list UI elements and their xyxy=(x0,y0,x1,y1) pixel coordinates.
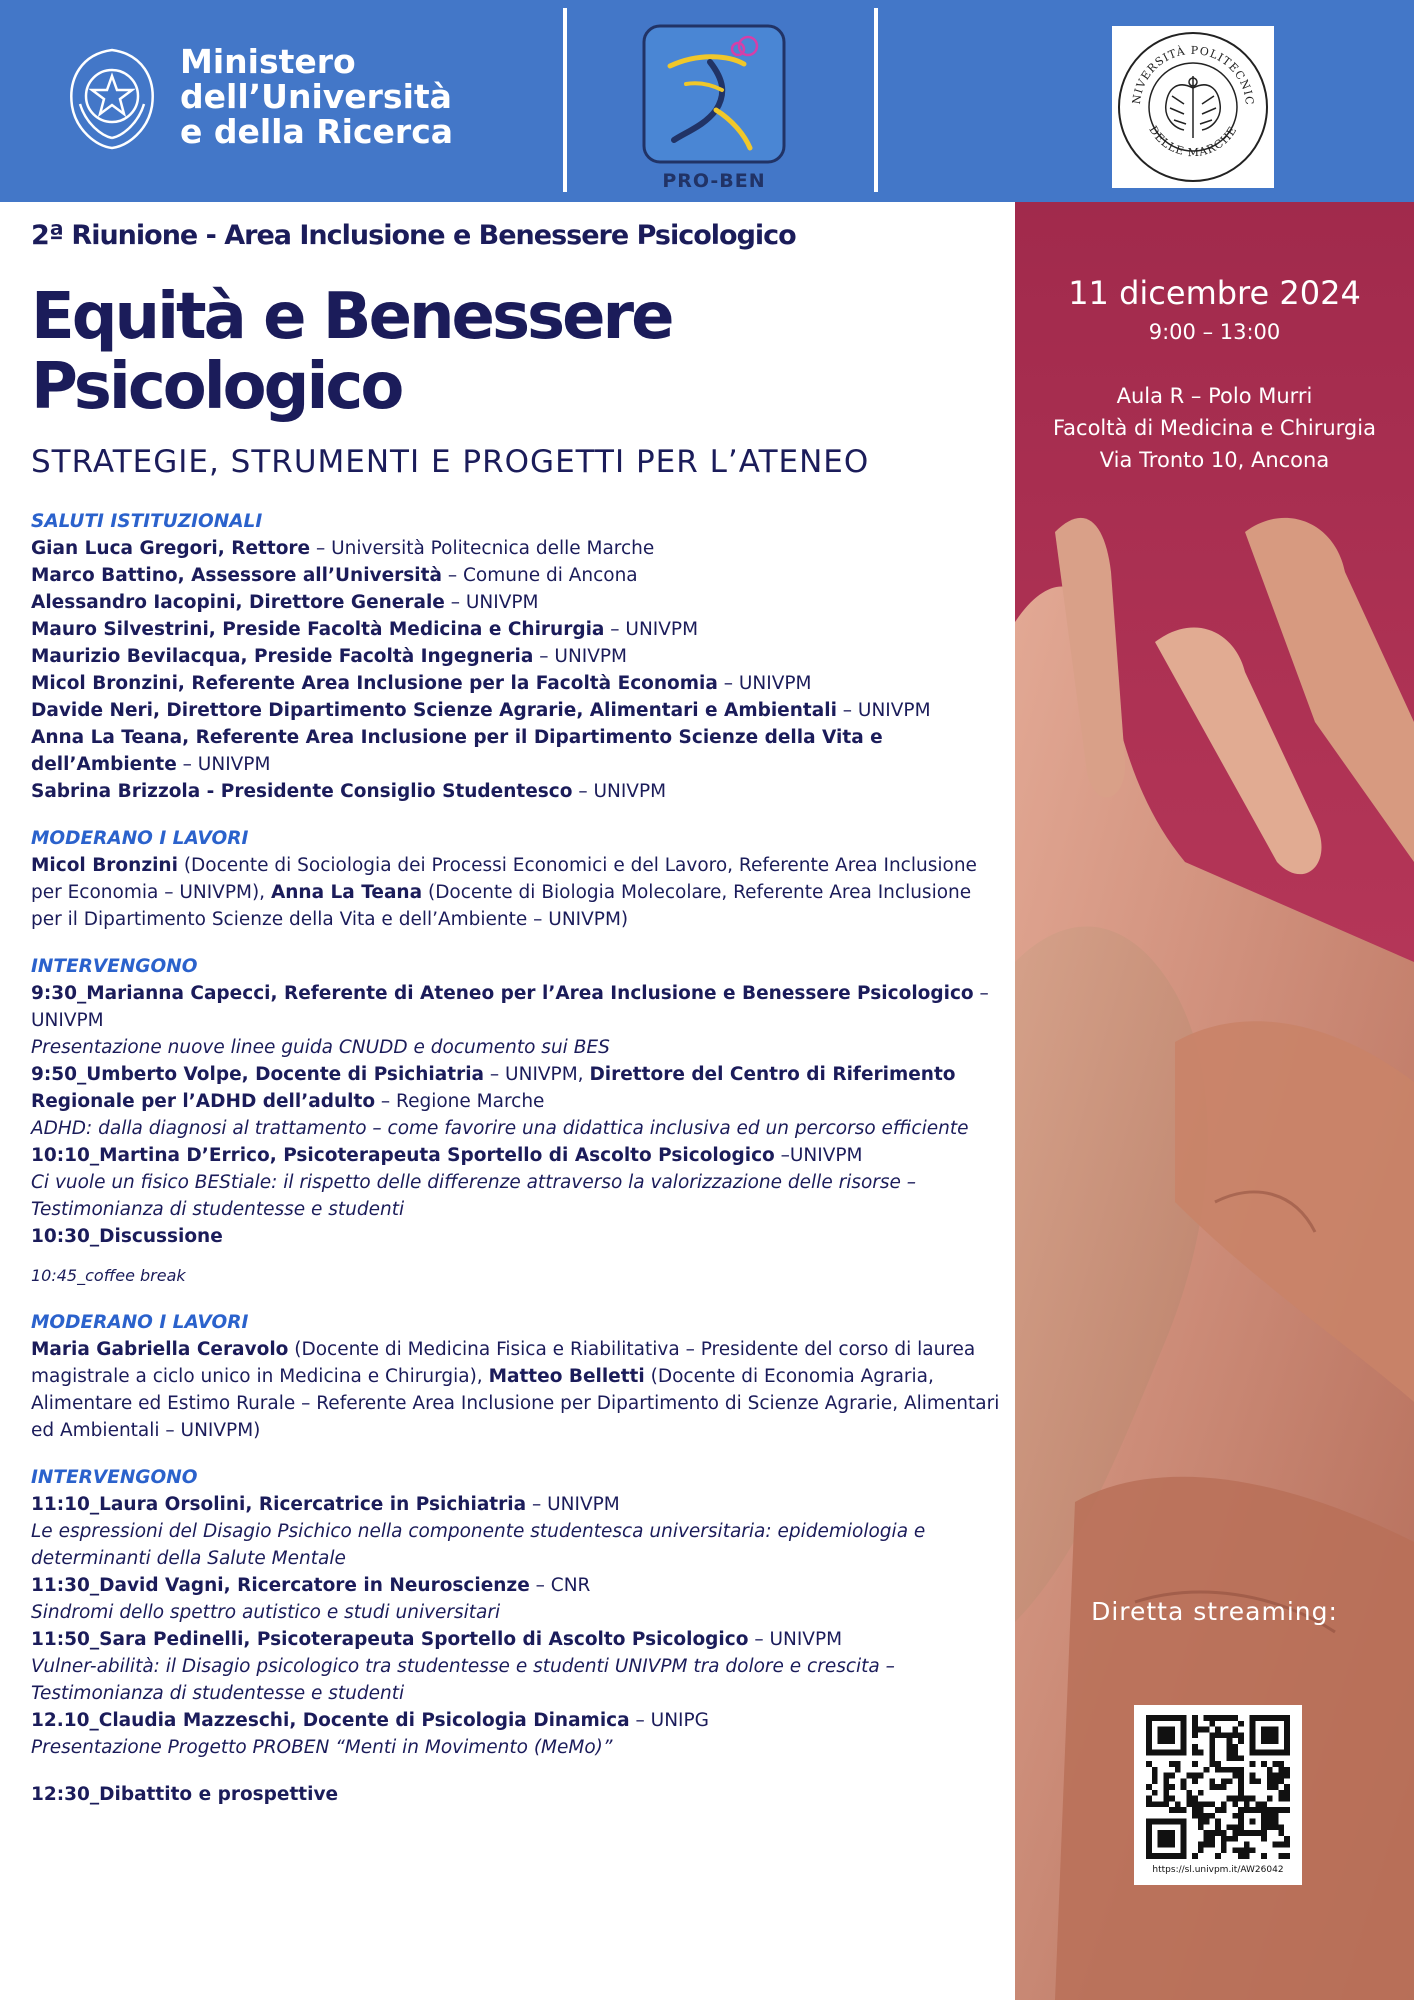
qr-code-icon xyxy=(1146,1715,1290,1859)
greeting-item: Maurizio Bevilacqua, Preside Facoltà Ingegneria – UNIVPM xyxy=(31,646,628,667)
proben-label: PRO-BEN xyxy=(662,170,766,192)
talk-topic: Ci vuole un fisico BEStiale: il rispetto delle differenze attraverso la valorizzazione delle risorse – Testimonianza di studentesse e studenti xyxy=(31,1172,917,1220)
event-time: 9:00 – 13:00 xyxy=(1148,320,1281,344)
moderators-text: Maria Gabriella Ceravolo (Docente di Medicina Fisica e Riabilitativa – Presidente del corso di laurea magistrale a ciclo unico in Medicina e Chirurgia), Matteo Belletti (Docente di Economia Agraria, Alimentare ed Estimo Rurale – Referente Area Inclusione per Dipartimento di Scienze Agrarie, Alimentari ed Ambientali – UNIVPM) xyxy=(31,1339,1000,1441)
event-strapline: STRATEGIE, STRUMENTI E PROGETTI PER L’ATENEO xyxy=(31,444,870,480)
program xyxy=(31,508,1006,1808)
talk-speaker: 9:30_Marianna Capecci, Referente di Ateneo per l’Area Inclusione e Benessere Psicologico – UNIVPM xyxy=(31,983,989,1031)
streaming-url[interactable]: https://sl.univpm.it/AW26042 xyxy=(1152,1865,1284,1875)
greeting-item: Sabrina Brizzola - Presidente Consiglio Studentesco – UNIVPM xyxy=(31,781,667,802)
proben-logo xyxy=(640,22,788,166)
section-heading: SALUTI ISTITUZIONALI xyxy=(31,511,263,532)
meeting-subtitle: 2ª Riunione - Area Inclusione e Benessere Psicologico xyxy=(31,220,796,251)
event-title xyxy=(31,282,672,422)
section-heading: INTERVENGONO xyxy=(31,956,198,977)
talk-speaker: 9:50_Umberto Volpe, Docente di Psichiatria – UNIVPM, Direttore del Centro di Riferimento Regionale per l’ADHD dell’adulto – Regione Marche xyxy=(31,1064,956,1112)
greeting-item: Davide Neri, Direttore Dipartimento Scienze Agrarie, Alimentari e Ambientali – UNIVPM xyxy=(31,700,931,721)
venue-line: Via Tronto 10, Ancona xyxy=(1099,448,1330,472)
greeting-item: Micol Bronzini, Referente Area Inclusione per la Facoltà Economia – UNIVPM xyxy=(31,673,812,694)
title-line: Psicologico xyxy=(31,350,402,424)
talk-topic: Presentazione Progetto PROBEN “Menti in Movimento (MeMo)” xyxy=(31,1737,613,1758)
talk-speaker: 11:10_Laura Orsolini, Ricercatrice in Psichiatria – UNIVPM xyxy=(31,1494,620,1515)
venue-line: Aula R – Polo Murri xyxy=(1116,384,1313,408)
talk-speaker: 10:10_Martina D’Errico, Psicoterapeuta Sportello di Ascolto Psicologico –UNIVPM xyxy=(31,1145,863,1166)
moderators-text: Micol Bronzini (Docente di Sociologia dei Processi Economici e del Lavoro, Referente Area Inclusione per Economia – UNIVPM), Anna La Teana (Docente di Biologia Molecolare, Referente Area Inclusione per il Dipartimento Scienze della Vita e dell’Ambiente – UNIVPM) xyxy=(31,855,977,930)
title-line: Equità e Benessere xyxy=(31,280,672,354)
ministry-name: Ministero dell’Università e della Ricerca xyxy=(180,42,454,151)
section-heading: MODERANO I LAVORI xyxy=(31,828,249,849)
venue-line: Facoltà di Medicina e Chirurgia xyxy=(1053,416,1376,440)
talk-speaker: 10:30_Discussione xyxy=(31,1226,223,1247)
univpm-seal xyxy=(1112,26,1274,188)
event-date: 11 dicembre 2024 xyxy=(1068,274,1361,312)
univpm-seal-icon xyxy=(1112,26,1274,188)
greeting-item: Marco Battino, Assessore all’Università – Comune di Ancona xyxy=(31,565,638,586)
seal-text-top: NIVERSITÀ POLITECNIC xyxy=(1129,43,1257,107)
event-info-sidebar xyxy=(1015,202,1414,2000)
talk-topic: Presentazione nuove linee guida CNUDD e documento sui BES xyxy=(31,1037,610,1058)
talk-topic: Le espressioni del Disagio Psichico nella componente studentesca universitaria: epidemiologia e determinanti della Salute Mentale xyxy=(31,1521,926,1569)
greeting-item: Alessandro Iacopini, Direttore Generale – UNIVPM xyxy=(31,592,539,613)
greeting-item: Mauro Silvestrini, Preside Facoltà Medicina e Chirurgia – UNIVPM xyxy=(31,619,699,640)
italian-republic-emblem-icon xyxy=(62,44,162,152)
talk-topic: Sindromi dello spettro autistico e studi universitari xyxy=(31,1602,501,1623)
talk-speaker: 11:50_Sara Pedinelli, Psicoterapeuta Sportello di Ascolto Psicologico – UNIVPM xyxy=(31,1629,843,1650)
section-heading: MODERANO I LAVORI xyxy=(31,1312,249,1333)
header-divider xyxy=(874,8,878,192)
talk-speaker: 12.10_Claudia Mazzeschi, Docente di Psicologia Dinamica – UNIPG xyxy=(31,1710,709,1731)
header-band xyxy=(0,0,1414,202)
coffee-break: 10:45_coffee break xyxy=(31,1266,186,1285)
talk-topic: ADHD: dalla diagnosi al trattamento – come favorire una didattica inclusiva ed un percorso efficiente xyxy=(31,1118,969,1139)
streaming-qr-code[interactable] xyxy=(1134,1705,1302,1885)
streaming-label: Diretta streaming: xyxy=(1091,1597,1338,1626)
closing-item: 12:30_Dibattito e prospettive xyxy=(31,1784,339,1805)
section-heading: INTERVENGONO xyxy=(31,1467,198,1488)
greeting-item: Anna La Teana, Referente Area Inclusione per il Dipartimento Scienze della Vita e dell’Ambiente – UNIVPM xyxy=(31,727,883,775)
greeting-item: Gian Luca Gregori, Rettore – Università Politecnica delle Marche xyxy=(31,538,655,559)
talk-speaker: 11:30_David Vagni, Ricercatore in Neuroscienze – CNR xyxy=(31,1575,591,1596)
seal-text-bottom: DELLE MARCHE xyxy=(1146,123,1240,160)
header-divider xyxy=(563,8,567,192)
talk-topic: Vulner-abilità: il Disagio psicologico tra studentesse e studenti UNIVPM tra dolore e crescita – Testimonianza di studentesse e studenti xyxy=(31,1656,895,1704)
